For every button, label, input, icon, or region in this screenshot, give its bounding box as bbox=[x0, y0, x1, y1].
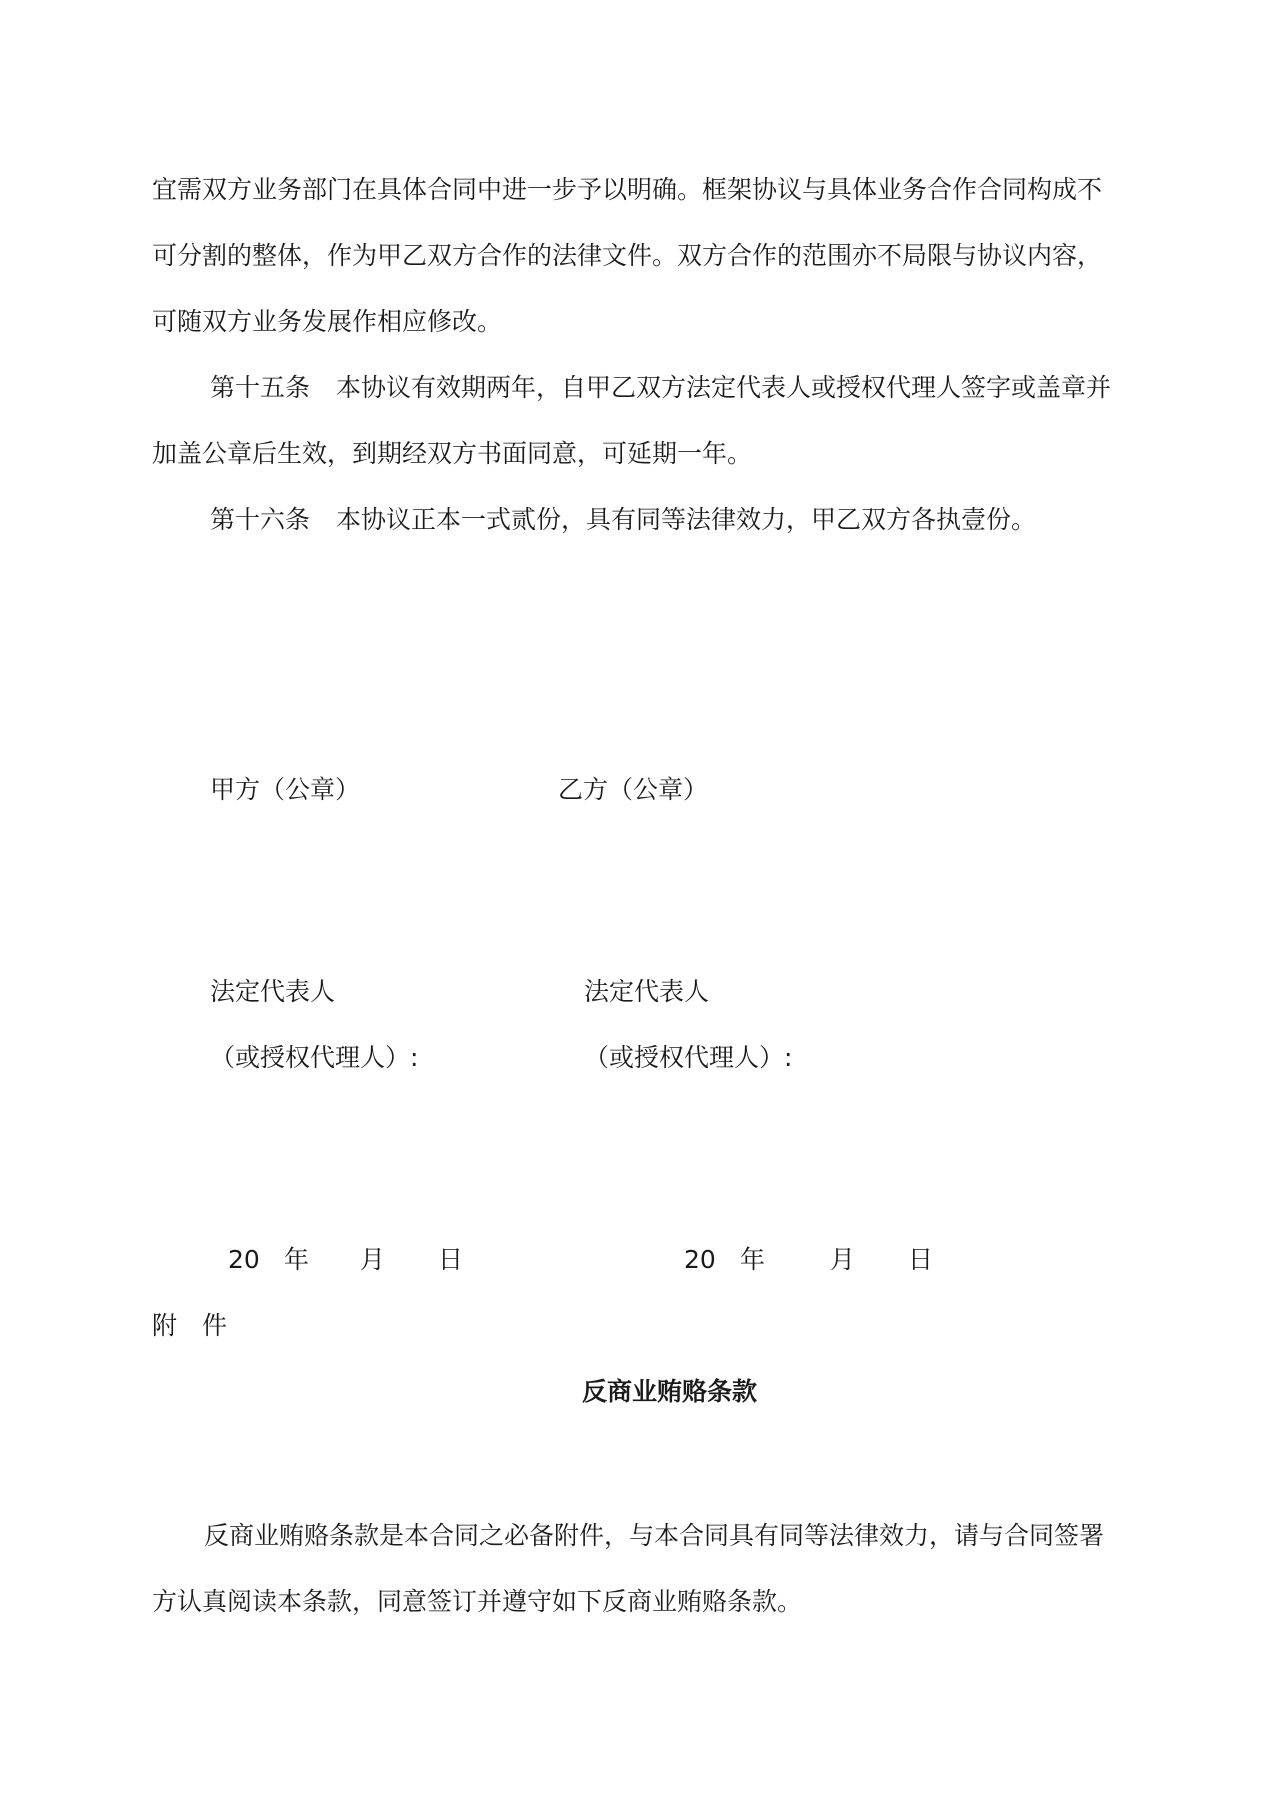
party-a-date-year: 年 bbox=[284, 1245, 310, 1274]
article-16-text: 本协议正本一式贰份，具有同等法律效力，甲乙双方各执壹份。 bbox=[336, 505, 1037, 534]
party-a-date-month: 月 bbox=[360, 1245, 386, 1274]
party-b-seal: 乙方（公章） bbox=[558, 775, 709, 804]
appendix-title: 反商业贿赂条款 bbox=[582, 1377, 758, 1406]
party-b-date-year: 年 bbox=[740, 1245, 766, 1274]
article-16-line bbox=[210, 502, 1036, 538]
paragraph-line: 可随双方业务发展作相应修改。 bbox=[152, 307, 503, 336]
appendix-paragraph-line2: 方认真阅读本条款，同意签订并遵守如下反商业贿赂条款。 bbox=[152, 1587, 803, 1616]
party-a-representative: 法定代表人 bbox=[210, 977, 336, 1006]
party-a-agent: （或授权代理人）: bbox=[210, 1043, 419, 1072]
article-16-number: 第十六条 bbox=[210, 505, 311, 534]
party-b-date-year-prefix: 20 bbox=[684, 1245, 716, 1274]
paragraph-line: 可分割的整体，作为甲乙双方合作的法律文件。双方合作的范围亦不局限与协议内容， bbox=[152, 241, 1103, 270]
party-a-date-year-prefix: 20 bbox=[228, 1245, 260, 1274]
party-b-date-month: 月 bbox=[830, 1245, 856, 1274]
party-a-date-day: 日 bbox=[438, 1245, 464, 1274]
article-15-text: 本协议有效期两年，自甲乙双方法定代表人或授权代理人签字或盖章并 bbox=[336, 373, 1112, 402]
party-b-representative: 法定代表人 bbox=[584, 977, 710, 1006]
party-b-agent: （或授权代理人）: bbox=[584, 1043, 793, 1072]
article-15-line2: 加盖公章后生效，到期经双方书面同意，可延期一年。 bbox=[152, 439, 753, 468]
paragraph-line: 宜需双方业务部门在具体合同中进一步予以明确。框架协议与具体业务合作合同构成不 bbox=[152, 175, 1103, 204]
appendix-label: 附 件 bbox=[152, 1311, 228, 1340]
party-a-seal: 甲方（公章） bbox=[210, 775, 361, 804]
appendix-paragraph-line1: 反商业贿赂条款是本合同之必备附件，与本合同具有同等法律效力，请与合同签署 bbox=[204, 1521, 1105, 1550]
article-15-line1 bbox=[210, 370, 1111, 406]
article-15-number: 第十五条 bbox=[210, 373, 311, 402]
party-b-date-day: 日 bbox=[908, 1245, 934, 1274]
